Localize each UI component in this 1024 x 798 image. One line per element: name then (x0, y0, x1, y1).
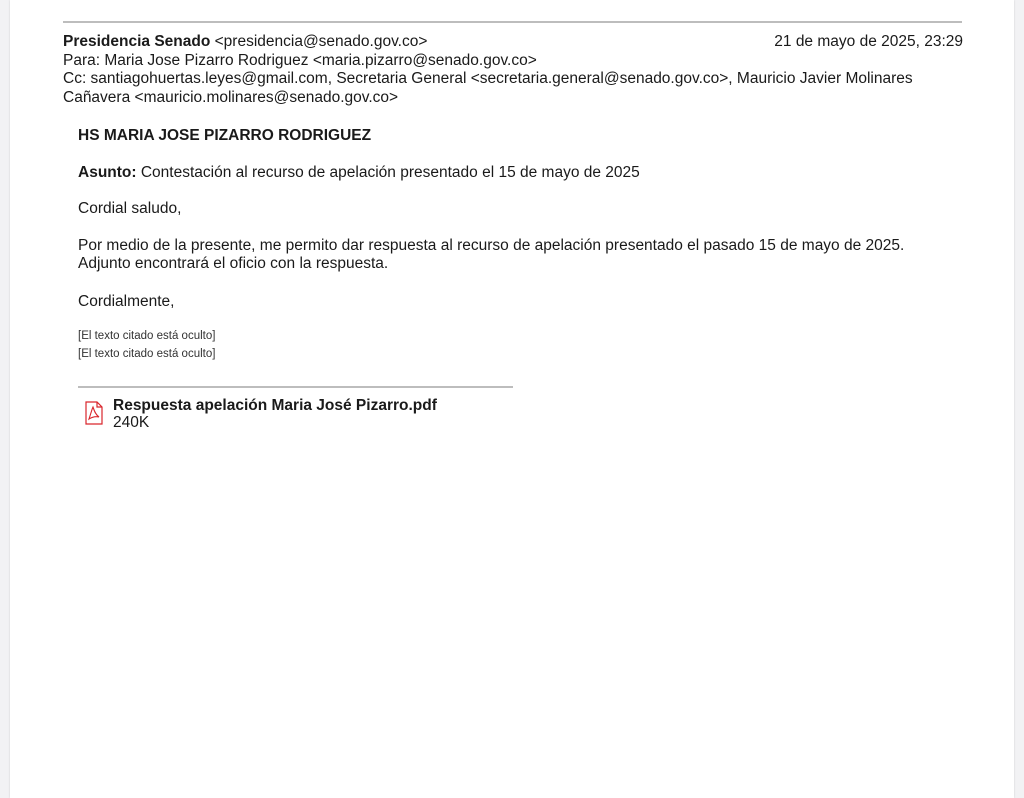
sender-email[interactable]: <presidencia@senado.gov.co> (214, 33, 428, 50)
to-line: Para: Maria Jose Pizarro Rodriguez <maria.pizarro@senado.gov.co> (63, 51, 537, 69)
attachment[interactable] (82, 397, 437, 431)
attachment-divider (78, 386, 513, 388)
closing: Cordialmente, (78, 292, 175, 310)
body-paragraph: Por medio de la presente, me permito dar respuesta al recurso de apelación presentado el pasado 15 de mayo de 2025. Adjunto encontrará el oficio con la respuesta. (78, 236, 905, 272)
quoted-text-toggle[interactable]: [El texto citado está oculto] (78, 348, 216, 360)
email-body (78, 127, 958, 363)
attachment-info (113, 397, 437, 431)
header-divider (63, 21, 962, 23)
attachment-file-size: 240K (113, 414, 150, 431)
subject-text: Contestación al recurso de apelación presentado el 15 de mayo de 2025 (136, 163, 640, 181)
pdf-icon (82, 401, 106, 425)
subject-line (78, 164, 958, 183)
subject-label: Asunto: (78, 163, 137, 181)
cc-line: Cc: santiagohuertas.leyes@gmail.com, Secretaria General <secretaria.general@senado.gov.co>, Mauricio Javier Molinares Cañavera <mauricio.molinares@senado.gov.co> (63, 70, 913, 106)
email-header (63, 33, 963, 107)
quoted-text-toggle[interactable]: [El texto citado está oculto] (78, 330, 216, 342)
email-print-page (10, 0, 1014, 798)
sender-name: Presidencia Senado (63, 33, 211, 50)
email-date: 21 de mayo de 2025, 23:29 (774, 33, 963, 50)
greeting: Cordial saludo, (78, 200, 182, 217)
recipient-heading: HS MARIA JOSE PIZARRO RODRIGUEZ (78, 127, 372, 144)
attachment-file-name[interactable]: Respuesta apelación Maria José Pizarro.pdf (113, 397, 437, 414)
